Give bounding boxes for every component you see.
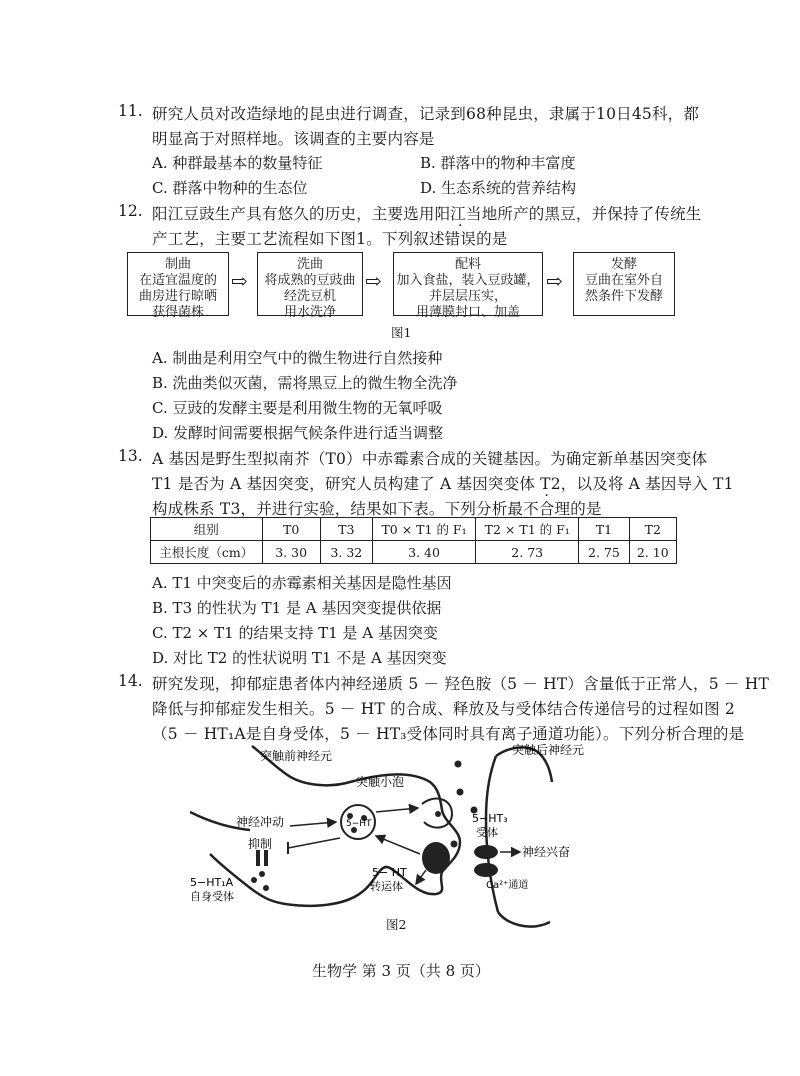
q13-option-b: B. T3 的性状为 T1 是 A 基因突变提供依据	[152, 599, 442, 617]
label-nerve-excitation: 神经兴奋	[522, 845, 571, 859]
flow-step-title: 制曲	[164, 257, 191, 272]
q11-stem-line-2: 明显高于对照样地。该调查的主要内容是	[152, 130, 435, 148]
table-header-cell: T0 × T1 的 F₁	[372, 518, 475, 541]
flow-step-text: 用薄膜封口、加盖	[415, 305, 520, 320]
inhibit-line	[288, 838, 340, 848]
flow-step-title: 发酵	[610, 257, 637, 272]
q11-option-b: B. 群落中的物种丰富度	[420, 154, 576, 172]
table-cell: 3. 30	[262, 541, 320, 564]
table-header-cell: T3	[320, 518, 372, 541]
flow-arrow-icon: ⇨	[231, 269, 248, 293]
table-cell: 3. 32	[320, 541, 372, 564]
table-header-cell: T1	[579, 518, 629, 541]
page-footer: 生物学 第 3 页（共 8 页）	[312, 962, 490, 980]
label-5ht-transporter-2: 转运体	[370, 880, 403, 893]
q13-option-a: A. T1 中突变后的赤霉素相关基因是隐性基因	[152, 574, 452, 592]
label-ca-channel: Ca²⁺通道	[486, 880, 529, 891]
autoreceptor-5ht-dot	[259, 871, 265, 877]
table-header-cell: 组别	[151, 518, 263, 541]
table-cell: 2. 75	[579, 541, 629, 564]
q12-stem-line-1: 阳江豆豉生产具有悠久的历史，主要选用阳江当地所产的黑豆，并保持了传统生	[152, 205, 702, 223]
postsynaptic-neuron-outline-lower	[498, 912, 550, 927]
flow-step-text: 然条件下发酵	[584, 289, 663, 304]
cleft-5ht-dot	[455, 761, 462, 768]
label-receptor: 受体	[476, 826, 498, 839]
q13-results-table	[150, 517, 677, 564]
q11-option-a: A. 种群最基本的数量特征	[152, 154, 323, 172]
flow-step-make-starter	[127, 252, 229, 320]
q13-emphasis-least-reasonable: 不合理	[523, 500, 571, 518]
q12-option-b: B. 洗曲类似灭菌，需将黑豆上的微生物全洗净	[152, 374, 458, 392]
q13-option-c: C. T2 × T1 的结果支持 T1 是 A 基因突变	[152, 624, 438, 642]
q12-option-c: C. 豆豉的发酵主要是利用微生物的无氧呼吸	[152, 399, 443, 417]
q13-stem-line-3-post: 的是	[570, 500, 602, 518]
reuptake-arrow	[416, 870, 426, 884]
label-presynaptic-neuron: 突触前神经元	[260, 749, 333, 763]
q11-option-c: C. 群落中物种的生态位	[152, 179, 308, 197]
flow-step-wash-starter	[257, 252, 363, 320]
flow-step-text: 曲房进行晾晒	[138, 289, 217, 304]
q12-emphasis-wrong: 错误	[444, 230, 477, 248]
q13-option-d: D. 对比 T2 的性状说明 T1 不是 A 基因突变	[152, 649, 447, 667]
label-5ht-transporter-1: 5− HT	[372, 866, 407, 879]
cleft-5ht-dot	[451, 841, 458, 848]
q13-number: 13.	[118, 447, 143, 465]
label-postsynaptic-neuron: 突触后神经元	[512, 743, 585, 757]
q13-stem-line-1: A 基因是野生型拟南芥（T0）中赤霉素合成的关键基因。为确定新单基因突变体	[152, 450, 708, 468]
5ht3-receptor	[474, 845, 498, 859]
impulse-arrow	[290, 822, 336, 826]
q12-option-d: D. 发酵时间需要根据气候条件进行适当调整	[152, 424, 444, 442]
autoreceptor-5ht-dot	[251, 877, 257, 883]
flow-step-title: 配料	[454, 257, 481, 272]
flow-arrow-icon: ⇨	[546, 269, 563, 293]
flow-step-text: 获得菌株	[151, 305, 204, 320]
q14-stem-line-2: 降低与抑郁症发生相关。5 － HT 的合成、释放及与受体结合传递信号的过程如图 2	[152, 700, 735, 718]
q14-stem-line-3: （5 － HT₁A是自身受体，5 － HT₃受体同时具有离子通道功能）。下列分析合理的是	[152, 725, 745, 743]
flow-step-text: 豆曲在室外自	[584, 273, 663, 288]
ca-channel	[474, 863, 498, 877]
flow-step-title: 洗曲	[296, 257, 323, 272]
flow-arrow-icon: ⇨	[365, 269, 382, 293]
figure-1-caption: 图1	[391, 325, 412, 340]
q11-stem-line-1: 研究人员对改造绿地的昆虫进行调查，记录到68种昆虫，隶属于10日45科，都	[152, 105, 700, 123]
label-5ht1a: 5−HT₁A	[190, 876, 234, 889]
table-row	[151, 541, 677, 564]
table-cell: 3. 40	[372, 541, 475, 564]
q13-stem-line-2: T1 是否为 A 基因突变，研究人员构建了 A 基因突变体 T2，以及将 A 基因导入 T1	[152, 475, 734, 493]
released-5ht-dot	[435, 811, 441, 817]
table-cell: 2. 73	[476, 541, 579, 564]
table-cell: 主根长度（cm）	[151, 541, 263, 564]
q12-number: 12.	[118, 202, 143, 220]
5ht1a-autoreceptor	[264, 850, 268, 866]
label-vesicle-content: 5−HT	[346, 819, 372, 829]
flow-step-text: 经洗豆机	[283, 289, 336, 304]
flow-step-ingredients	[393, 252, 543, 320]
q11-number: 11.	[118, 102, 143, 120]
label-nerve-impulse: 神经冲动	[236, 815, 285, 829]
q11-option-d: D. 生态系统的营养结构	[420, 179, 577, 197]
figure-2-caption: 图2	[386, 917, 407, 932]
figure-2-synapse-diagram	[190, 742, 630, 937]
label-synaptic-vesicle: 突触小泡	[356, 775, 405, 789]
label-autoreceptor: 自身受体	[190, 890, 234, 903]
release-arrow	[376, 808, 418, 812]
q12-stem-line-2-post: 的是	[476, 230, 508, 248]
q13-stem-line-3	[152, 497, 602, 519]
transporter-to-vesicle-arrow	[376, 836, 420, 854]
cleft-5ht-dot	[457, 789, 464, 796]
flow-step-text: 将成熟的豆豉曲	[264, 273, 356, 288]
q14-stem-line-1: 研究发现，抑郁症患者体内神经递质 5 － 羟色胺（5 － HT）含量低于正常人，5 － HT	[152, 675, 769, 693]
table-cell: 2. 10	[629, 541, 676, 564]
label-inhibit: 抑制	[248, 837, 273, 851]
q13-stem-line-3-pre: 构成株系 T3，并进行实验，结果如下表。下列分析最	[152, 500, 524, 518]
q12-stem-line-2	[152, 227, 507, 249]
5ht-transporter	[422, 842, 450, 874]
flow-step-text: 用水洗净	[283, 305, 336, 320]
flow-step-text: 并层层压实，	[428, 289, 507, 304]
table-header-cell: T2 × T1 的 F₁	[476, 518, 579, 541]
q12-option-a: A. 制曲是利用空气中的微生物进行自然接种	[152, 349, 443, 367]
flow-step-text: 加入食盐，装入豆豉罐，	[396, 273, 540, 288]
table-header-row	[151, 518, 677, 541]
label-5ht3: 5−HT₃	[472, 812, 508, 825]
autoreceptor-5ht-dot	[263, 885, 269, 891]
q14-number: 14.	[118, 672, 143, 690]
table-header-cell: T2	[629, 518, 676, 541]
q12-stem-line-2-pre: 产工艺，主要工艺流程如下图1。下列叙述	[152, 230, 445, 248]
5ht1a-autoreceptor	[256, 850, 260, 866]
flow-step-text: 在适宜温度的	[138, 273, 217, 288]
table-header-cell: T0	[262, 518, 320, 541]
flow-step-ferment	[573, 252, 675, 316]
